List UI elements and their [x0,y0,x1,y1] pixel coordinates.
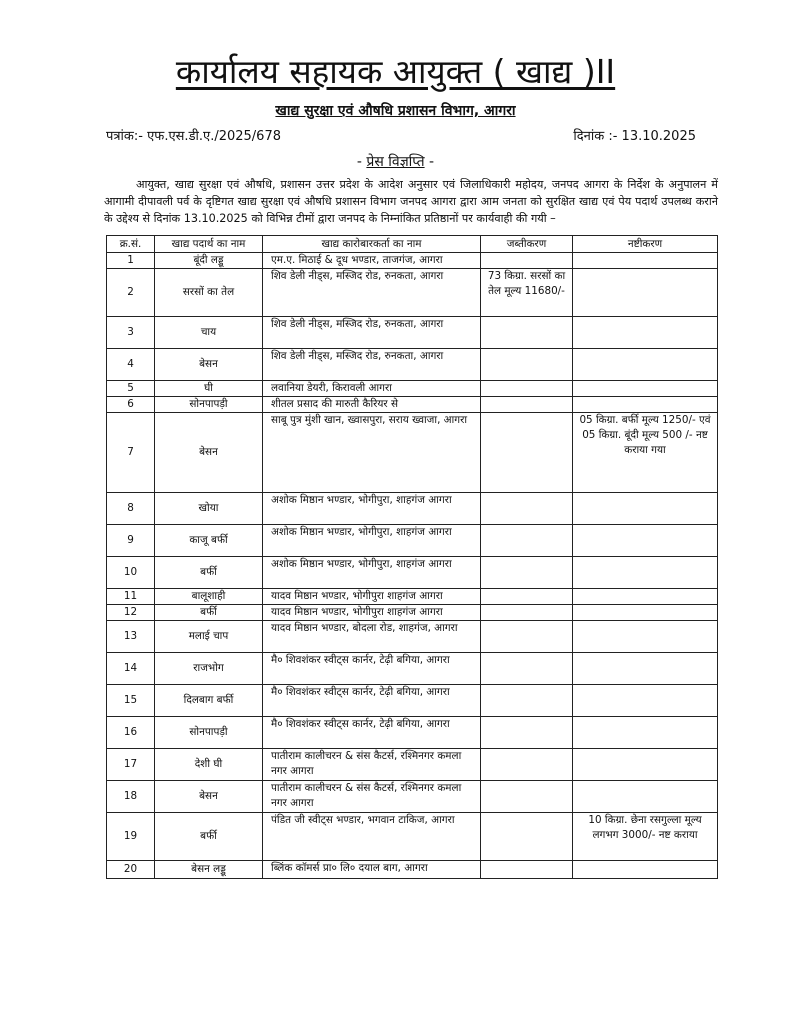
business-operator-cell: यादव मिष्ठान भण्डार, भोगीपुरा शाहगंज आगरा [263,589,481,605]
destruction-cell [573,685,718,717]
destruction-cell [573,621,718,653]
serial-cell: 7 [107,413,155,493]
serial-cell: 9 [107,525,155,557]
business-operator-cell: शीतल प्रसाद की मारुती कैरियर से [263,397,481,413]
seizure-cell [481,605,573,621]
destruction-cell [573,349,718,381]
header-food-item: खाद्य पदार्थ का नाम [155,236,263,253]
intro-paragraph: आयुक्त, खाद्य सुरक्षा एवं औषधि, प्रशासन उत्तर प्रदेश के आदेश अनुसार एवं जिलाधिकारी महोदय, जनपद आगरा के निर्देश के अनुपालन में आगामी दीपावली पर्व के दृष्टिगत खाद्य सुरक्षा एवं औषधि प्रशासन विभाग जनपद आगरा द्वारा आम जनता को सुरक्षित खाद्य एवं पेय पदार्थ उपलब्ध कराने के उद्देश्य से दिनांक 13.10.2025 को विभिन्न टीमों द्वारा जनपद के निम्नांकित प्रतिष्ठानों पर कार्यवाही की गयी – [104,178,718,225]
header-business-operator: खाद्य कारोबारकर्ता का नाम [263,236,481,253]
serial-cell: 13 [107,621,155,653]
serial-cell: 20 [107,861,155,879]
business-operator-cell: ब्लिंक कॉमर्स प्रा० लि० दयाल बाग, आगरा [263,861,481,879]
destruction-cell [573,269,718,317]
action-table [106,235,718,879]
seizure-cell [481,685,573,717]
seizure-cell [481,317,573,349]
destruction-cell [573,781,718,813]
food-item-cell: बालूशाही [155,589,263,605]
food-item-cell: दिलबाग बर्फी [155,685,263,717]
serial-cell: 14 [107,653,155,685]
food-item-cell: सरसों का तेल [155,269,263,317]
food-item-cell: बेसन लड्डू [155,861,263,879]
seizure-cell [481,813,573,861]
food-item-cell: देशी घी [155,749,263,781]
header-serial: क्र.सं. [107,236,155,253]
reference-number: पत्रांक:- एफ.एस.डी.ए./2025/678 [106,129,282,144]
table-row [107,749,718,781]
destruction-cell [573,861,718,879]
food-item-cell: खोया [155,493,263,525]
serial-cell: 6 [107,397,155,413]
serial-cell: 18 [107,781,155,813]
food-item-cell: काजू बर्फी [155,525,263,557]
business-operator-cell: शिव डेली नीड्स, मस्जिद रोड, रुनकता, आगरा [263,269,481,317]
business-operator-cell: पंडित जी स्वीट्स भण्डार, भगवान टाकिज, आगरा [263,813,481,861]
table-row [107,525,718,557]
table-row [107,397,718,413]
seizure-cell [481,717,573,749]
business-operator-cell: मै० शिवशंकर स्वीट्स कार्नर, टेढ़ी बगिया, आगरा [263,717,481,749]
food-item-cell: बेसन [155,413,263,493]
food-item-cell: बूंदी लड्डू [155,253,263,269]
press-release-title: प्रेस विज्ञप्ति [366,154,425,170]
serial-cell: 3 [107,317,155,349]
table-row [107,813,718,861]
food-item-cell: चाय [155,317,263,349]
table-row [107,349,718,381]
destruction-cell [573,381,718,397]
business-operator-cell: अशोक मिष्ठान भण्डार, भोगीपुरा, शाहगंज आगरा [263,557,481,589]
serial-cell: 19 [107,813,155,861]
business-operator-cell: साबू पुत्र मुंशी खान, ख्वासपुरा, सराय ख्वाजा, आगरा [263,413,481,493]
destruction-cell [573,749,718,781]
table-row [107,621,718,653]
serial-cell: 4 [107,349,155,381]
press-suffix: - [424,154,435,170]
department-name: खाद्य सुरक्षा एवं औषधि प्रशासन विभाग, आगरा [275,103,516,119]
press-release-heading [0,152,791,171]
seizure-cell [481,381,573,397]
destruction-cell [573,493,718,525]
serial-cell: 16 [107,717,155,749]
serial-cell: 17 [107,749,155,781]
food-item-cell: मलाई चाप [155,621,263,653]
table-row [107,317,718,349]
table-row [107,493,718,525]
destruction-cell [573,525,718,557]
business-operator-cell: शिव डेली नीड्स, मस्जिद रोड, रुनकता, आगरा [263,317,481,349]
business-operator-cell: एम.ए. मिठाई & दूध भण्डार, ताजगंज, आगरा [263,253,481,269]
seizure-cell [481,781,573,813]
table-row [107,557,718,589]
food-item-cell: बर्फी [155,813,263,861]
seizure-cell [481,557,573,589]
destruction-cell [573,557,718,589]
food-item-cell: बर्फी [155,557,263,589]
destruction-cell [573,717,718,749]
seizure-cell [481,525,573,557]
serial-cell: 15 [107,685,155,717]
table-row [107,605,718,621]
seizure-cell [481,349,573,381]
table-body [107,253,718,879]
serial-cell: 1 [107,253,155,269]
destruction-cell [573,653,718,685]
serial-cell: 12 [107,605,155,621]
table-row [107,589,718,605]
business-operator-cell: पातीराम कालीचरन & संस कैटर्स, रश्मिनगर कमला नगर आगरा [263,781,481,813]
serial-cell: 5 [107,381,155,397]
seizure-cell [481,413,573,493]
destruction-cell: 10 किग्रा. छेना रसगुल्ला मूल्य लगभग 3000/- नष्ट कराया [573,813,718,861]
food-item-cell: सोनपापड़ी [155,397,263,413]
seizure-cell [481,493,573,525]
table-row [107,253,718,269]
table-header-row [107,236,718,253]
business-operator-cell: यादव मिष्ठान भण्डार, भोगीपुरा शाहगंज आगरा [263,605,481,621]
seizure-cell [481,397,573,413]
business-operator-cell: अशोक मिष्ठान भण्डार, भोगीपुरा, शाहगंज आगरा [263,525,481,557]
table-row [107,717,718,749]
business-operator-cell: मै० शिवशंकर स्वीट्स कार्नर, टेढ़ी बगिया, आगरा [263,685,481,717]
destruction-cell [573,397,718,413]
table-row [107,413,718,493]
business-operator-cell: मै० शिवशंकर स्वीट्स कार्नर, टेढ़ी बगिया, आगरा [263,653,481,685]
business-operator-cell: अशोक मिष्ठान भण्डार, भोगीपुरा, शाहगंज आगरा [263,493,481,525]
table-row [107,653,718,685]
table-row [107,781,718,813]
serial-cell: 10 [107,557,155,589]
table-row [107,861,718,879]
food-item-cell: राजभोग [155,653,263,685]
business-operator-cell: लवानिया डेयरी, किरावली आगरा [263,381,481,397]
seizure-cell [481,653,573,685]
destruction-cell [573,253,718,269]
food-item-cell: घी [155,381,263,397]
press-prefix: - [356,154,367,170]
seizure-cell [481,749,573,781]
destruction-cell [573,317,718,349]
food-item-cell: बेसन [155,781,263,813]
food-item-cell: सोनपापड़ी [155,717,263,749]
office-title: कार्यालय सहायक आयुक्त ( खाद्य )II [175,52,616,91]
business-operator-cell: यादव मिष्ठान भण्डार, बोदला रोड, शाहगंज, आगरा [263,621,481,653]
business-operator-cell: पातीराम कालीचरन & संस कैटर्स, रश्मिनगर कमला नगर आगरा [263,749,481,781]
seizure-cell [481,621,573,653]
table-row [107,381,718,397]
food-item-cell: बर्फी [155,605,263,621]
table-row [107,685,718,717]
business-operator-cell: शिव डेली नीड्स, मस्जिद रोड, रुनकता, आगरा [263,349,481,381]
document-date: दिनांक :- 13.10.2025 [573,129,696,144]
serial-cell: 8 [107,493,155,525]
header-destruction: नष्टीकरण [573,236,718,253]
destruction-cell [573,589,718,605]
destruction-cell: 05 किग्रा. बर्फी मूल्य 1250/- एवं 05 किग्रा. बूंदी मूल्य 500 /- नष्ट कराया गया [573,413,718,493]
table-row [107,269,718,317]
serial-cell: 11 [107,589,155,605]
seizure-cell [481,861,573,879]
seizure-cell: 73 किग्रा. सरसों का तेल मूल्य 11680/- [481,269,573,317]
header-seizure: जब्तीकरण [481,236,573,253]
seizure-cell [481,253,573,269]
destruction-cell [573,605,718,621]
food-item-cell: बेसन [155,349,263,381]
seizure-cell [481,589,573,605]
serial-cell: 2 [107,269,155,317]
